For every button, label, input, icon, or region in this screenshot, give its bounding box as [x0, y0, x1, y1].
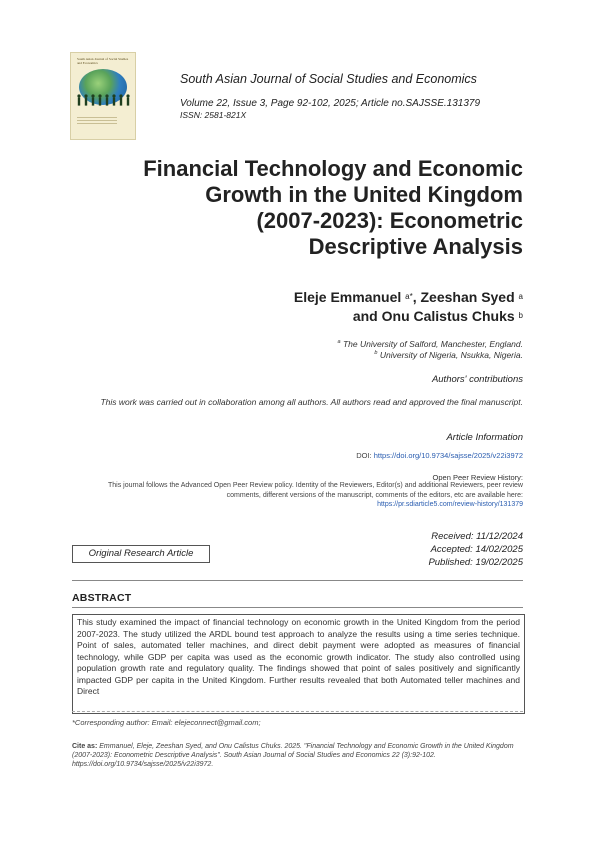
citation: [72, 742, 523, 769]
section-divider: [72, 580, 523, 581]
title-line: Growth in the United Kingdom: [205, 182, 523, 207]
footnote-divider: [72, 711, 523, 712]
received-date: Received: 11/12/2024: [431, 531, 523, 542]
published-date: Published: 19/02/2025: [428, 557, 523, 568]
title-line: (2007-2023): Econometric: [256, 208, 523, 233]
journal-cover-image: [70, 52, 136, 140]
affiliation-b: [93, 350, 523, 360]
cover-text-lines: [77, 117, 117, 126]
open-peer-review-description: This journal follows the Advanced Open Peer Review policy. Identity of the Reviewers, Editor(s) and additional Reviewers, peer review comments, different versions of the manuscript, comments of the editors, etc are available here:: [107, 482, 523, 499]
author-affiliation-mark: b: [518, 311, 523, 320]
affiliation-a: [93, 339, 523, 349]
accepted-date: Accepted: 14/02/2025: [430, 544, 523, 555]
author-affiliation-mark: a: [518, 292, 523, 301]
article-information-heading: Article Information: [446, 432, 523, 443]
journal-issn: ISSN: 2581-821X: [180, 110, 247, 120]
abstract-text: This study examined the impact of financial technology on economic growth in the United Kingdom from the period 2007-2023. The study utilized the ARDL bound test approach to analyze the results using a time series technique. Point of sales, automated teller machines, and direct debit payment were adopted as measures of financial technology, while GDP per capita was used as the economic growth indicator. The study also controlled using population growth rate and regulatory quality. The findings showed that point of sales positively and significantly impacted GDP per capita in the United Kingdom. Further results revealed that both Automated teller machines and Direct: [72, 614, 525, 714]
review-history-link[interactable]: https://pr.sdiarticle5.com/review-history/131379: [377, 501, 523, 508]
cover-people-graphic: [75, 93, 131, 107]
article-type-badge: Original Research Article: [72, 545, 210, 563]
open-peer-review-title: Open Peer Review History:: [432, 473, 523, 482]
doi-line: [223, 451, 523, 460]
title-line: Financial Technology and Economic: [143, 156, 523, 181]
abstract-heading: ABSTRACT: [72, 592, 132, 604]
paper-title: [93, 156, 523, 260]
affiliation-text: The University of Salford, Manchester, England.: [342, 339, 523, 349]
journal-name: South Asian Journal of Social Studies and Economics: [180, 72, 477, 86]
author-name: Eleje Emmanuel: [293, 289, 402, 305]
affiliation-mark: a: [337, 339, 341, 346]
author-affiliation-mark: a*: [405, 292, 413, 301]
cite-text: Emmanuel, Eleje, Zeeshan Syed, and Onu Calistus Chuks. 2025. "Financial Technology and Economic Growth in the United Kingdom (2007-2023): Econometric Descriptive Analysis". South Asian Journal of Social Studies and Economics 22 (3):92-102. https://doi.org/10.9734/sajsse/2025/v22i3972.: [72, 743, 514, 768]
journal-volume-line: Volume 22, Issue 3, Page 92-102, 2025; Article no.SAJSSE.131379: [180, 98, 481, 109]
open-peer-review-text: [72, 481, 523, 510]
affiliation-mark: b: [374, 350, 378, 357]
cite-label: Cite as:: [72, 743, 98, 750]
corresponding-author: *Corresponding author: Email: elejeconnect@gmail.com;: [72, 718, 261, 727]
author-list: [93, 288, 523, 326]
author-line-2: [93, 307, 523, 326]
author-name: , Zeeshan Syed: [412, 289, 515, 305]
authors-contributions-text: This work was carried out in collaboration among all authors. All authors read and approved the final manuscript.: [100, 397, 523, 407]
affiliation-text: University of Nigeria, Nsukka, Nigeria.: [379, 350, 523, 360]
title-line: Descriptive Analysis: [308, 234, 523, 259]
author-line-1: [93, 288, 523, 307]
cover-title: South Asian Journal of Social Studies and Economics: [77, 57, 129, 65]
doi-label: DOI:: [356, 451, 372, 460]
abstract-divider: [72, 607, 523, 608]
authors-contributions-heading: Authors' contributions: [431, 374, 523, 385]
author-name: and Onu Calistus Chuks: [352, 308, 515, 324]
doi-link[interactable]: https://doi.org/10.9734/sajsse/2025/v22i3972: [373, 451, 523, 460]
article-dates: [323, 530, 523, 569]
